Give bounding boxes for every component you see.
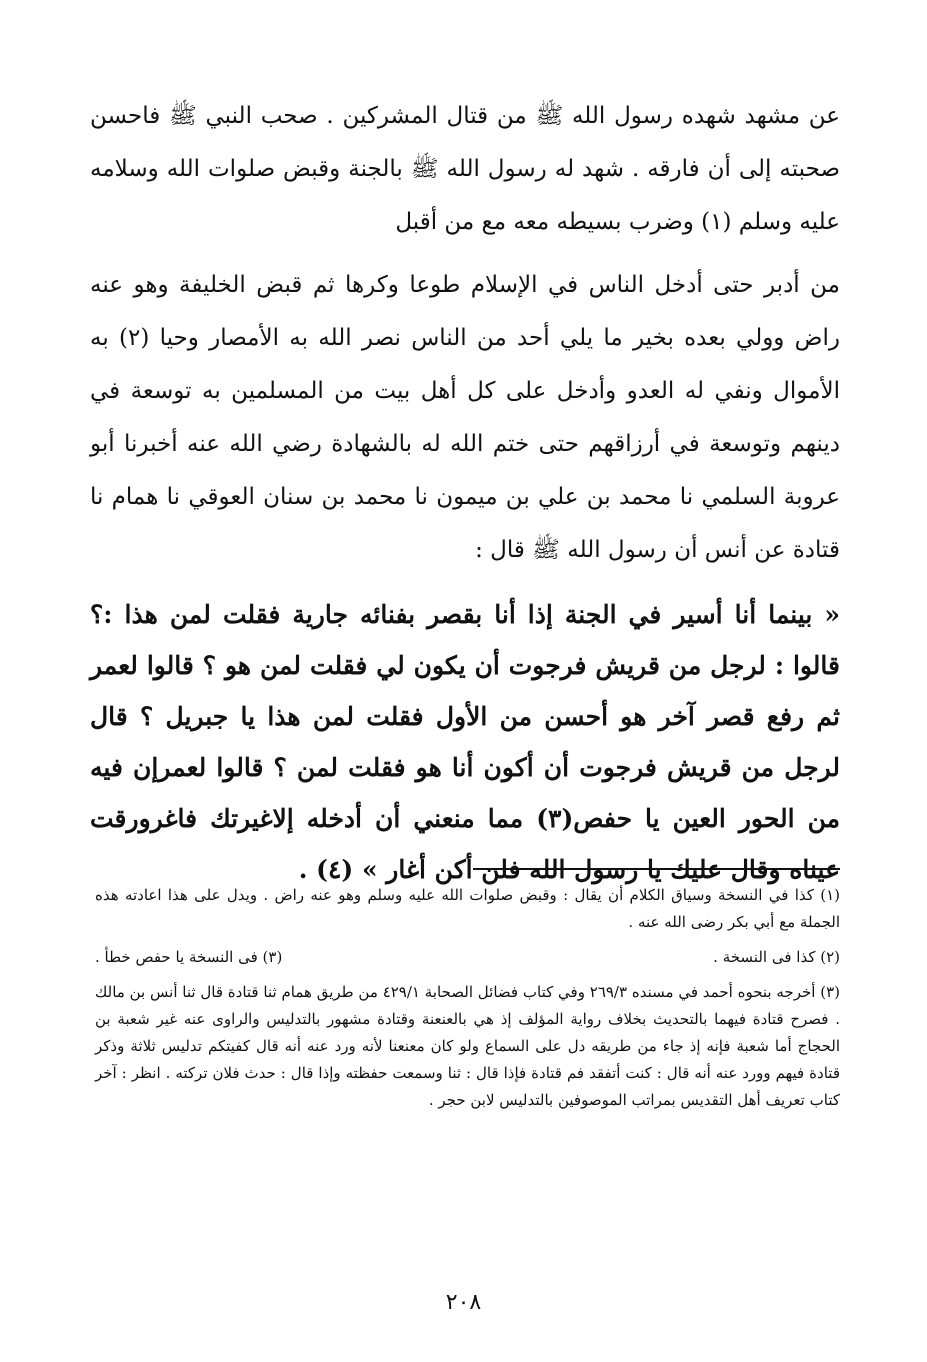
body-paragraph: عن مشهد شهده رسول الله ﷺ من قتال المشركين . صحب النبي ﷺ فاحسن صحبته إلى أن فارقه . شهد له رسول الله ﷺ بالجنة وقبض صلوات الله وسلامه عليه وسلم (١) وضرب بسيطه معه مع من أقبل (90, 103, 840, 235)
footnote-separator (473, 868, 840, 870)
footnote-3: (٣) أخرجه بنحوه أحمد في مسنده ٢٦٩/٣ وفي كتاب فضائل الصحابة ٤٢٩/١ من طريق همام ثنا قتادة قال ثنا أنس بن مالك . فصرح قتادة فيهما بالتحديث بخلاف رواية المؤلف إذ هي بالعنعنة وقتادة مشهور بالتدليس والراوى عنه غير شعبة بن الحجاج أما شعبة فإنه إذ جاء من طريقه دل على السماع ولو كان معنعنا لأنه ورد عنه أنه قال كفيتكم تدليس ثلاثة وذكر قتادة فيهم وورد عنه أنه قال : كنت أتفقد فم قتادة فإذا قال : ثنا وسمعت حفظته وإذا قال : حدث فلان تركته . انظر : آخر كتاب تعريف أهل التقديس بمراتب الموصوفين بالتدليس لابن حجر . (95, 983, 840, 1109)
footnote-1: (١) كذا في النسخة وسياق الكلام أن يقال : وقبض صلوات الله عليه وسلم وهو عنه راض . ويدل على هذا اعادته هذه الجملة مع أبي بكر رضى الله عنه . (95, 886, 840, 931)
footnote-row (95, 944, 840, 971)
page-number: ٢٠٨ (445, 1290, 482, 1315)
page-body (90, 90, 840, 895)
footnote-3-short: (٣) فى النسخة يا حفص خطأ . (95, 948, 283, 966)
footnotes (95, 882, 840, 1122)
hadith-quote: « بينما أنا أسير في الجنة إذا أنا بقصر بفنائه جارية فقلت لمن هذا :؟ قالوا : لرجل من قريش فرجوت أن يكون لي فقلت لمن هو ؟ قالوا لعمر ثم رفع قصر آخر هو أحسن من الأول فقلت لمن هذا يا جبريل ؟ قال لرجل من قريش فرجوت أن أكون أنا هو فقلت لمن ؟ قالوا لعمرإن فيه من الحور العين يا حفص(٣) مما منعني أن أدخله إلاغيرتك فاغرورقت عيناه وقال عليك يا رسول الله فلن أكن أغار » (٤) . (90, 600, 840, 884)
footnote-2: (٢) كذا فى النسخة . (713, 948, 840, 966)
body-paragraph: من أدبر حتى أدخل الناس في الإسلام طوعا وكرها ثم قبض الخليفة وهو عنه راض وولي بعده بخير ما يلي أحد من الناس نصر الله به الأمصار وحيا (٢) به الأموال ونفي له العدو وأدخل على كل أهل بيت من المسلمين به توسعة في دينهم وتوسعة في أرزاقهم حتى ختم الله له بالشهادة رضي الله عنه أخبرنا أبو عروبة السلمي نا محمد بن علي بن ميمون نا محمد بن سنان العوقي نا همام نا قتادة عن أنس أن رسول الله ﷺ قال : (90, 272, 840, 563)
